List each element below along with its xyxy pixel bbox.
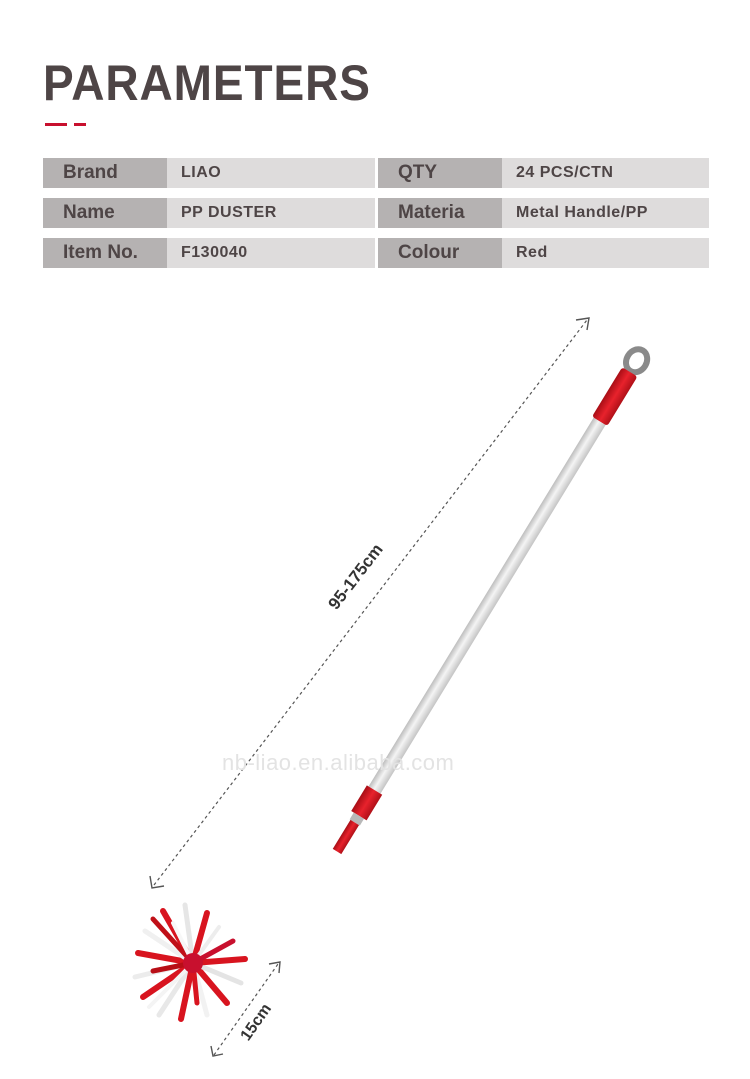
duster-illustration: [0, 290, 750, 1079]
watermark: nb-liao.en.alibaba.com: [222, 750, 455, 775]
param-value: LIAO: [167, 158, 375, 188]
param-row: [43, 238, 709, 268]
param-row: [43, 198, 709, 228]
duster-pole: [328, 345, 651, 856]
param-label: Item No.: [43, 238, 167, 268]
param-label: Name: [43, 198, 167, 228]
param-label: Colour: [378, 238, 502, 268]
param-label: Materia: [378, 198, 502, 228]
parameters-table: [43, 158, 709, 278]
param-row: [43, 158, 709, 188]
title-accent-bar-short: [74, 123, 86, 126]
param-value: Metal Handle/PP: [502, 198, 709, 228]
brush-head: [135, 905, 245, 1019]
param-value: 24 PCS/CTN: [502, 158, 709, 188]
param-label: QTY: [378, 158, 502, 188]
product-figure: [0, 290, 750, 1079]
param-value: F130040: [167, 238, 375, 268]
length-label: 95-175cm: [324, 540, 387, 614]
page-title: PARAMETERS: [43, 55, 371, 111]
title-accent-bar: [45, 123, 67, 126]
param-value: PP DUSTER: [167, 198, 375, 228]
param-value: Red: [502, 238, 709, 268]
diameter-label: 15cm: [237, 1000, 276, 1045]
param-label: Brand: [43, 158, 167, 188]
